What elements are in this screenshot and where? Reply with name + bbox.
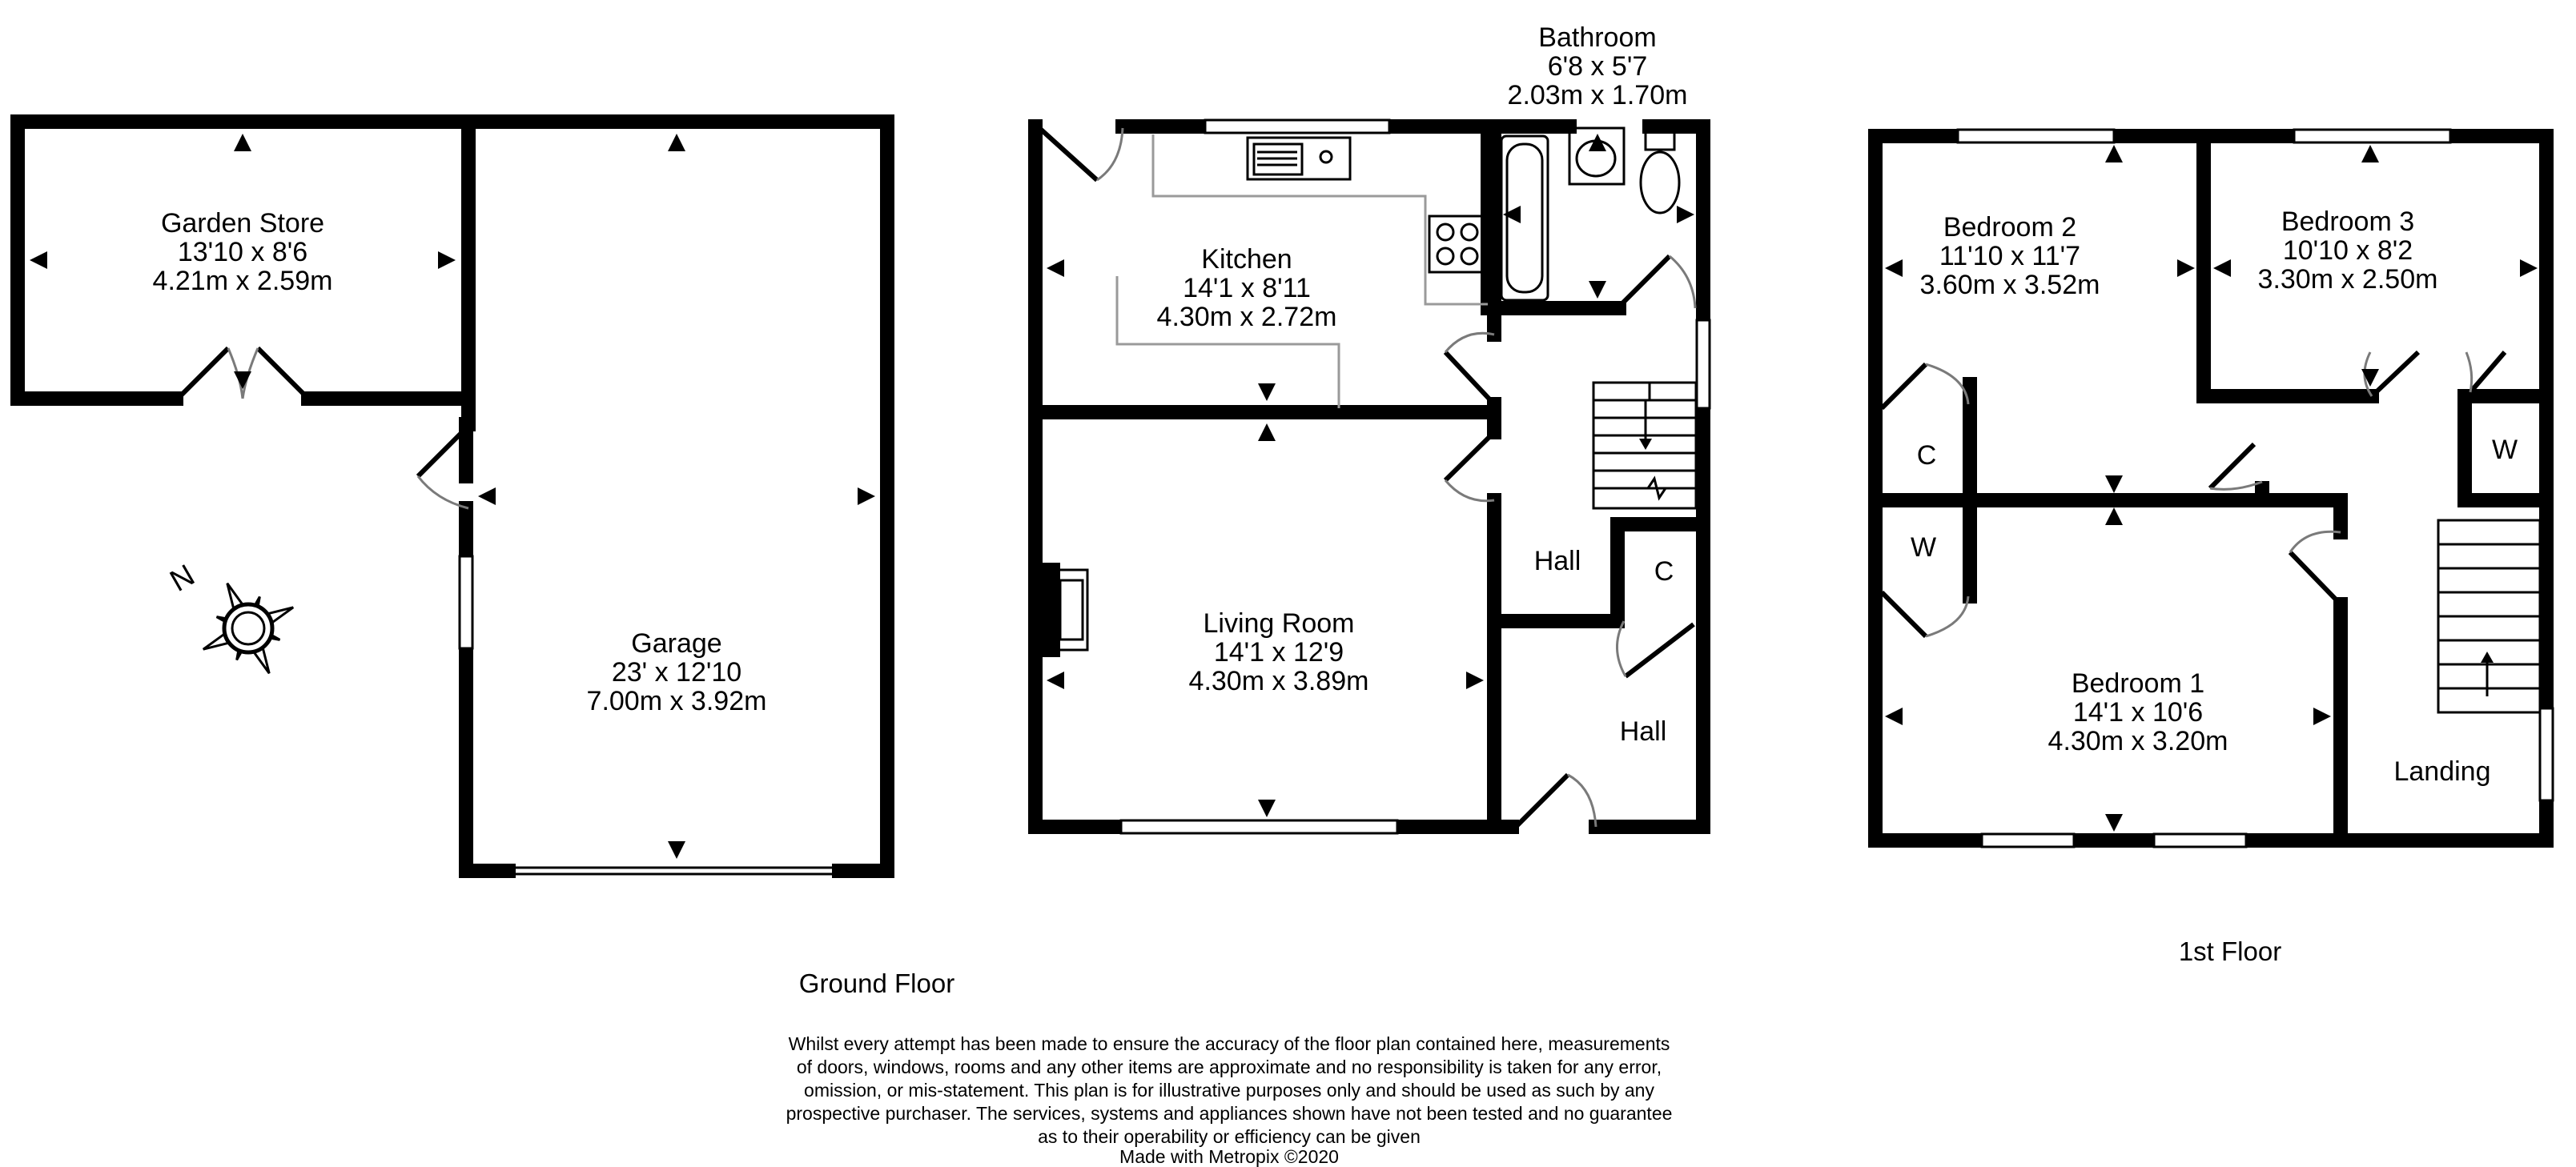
dimension-arrow-icon [2105,145,2123,162]
dimension-arrow-icon [858,487,875,505]
room-dim-imperial-bedroom1: 14'1 x 10'6 [2072,697,2204,728]
dimension-arrow-icon [1503,206,1521,223]
room-name-living-room: Living Room [1203,608,1355,639]
dimension-arrow-icon [1885,259,1903,277]
dimension-arrow-icon [1885,708,1903,725]
room-name-garden-store: Garden Store [160,208,325,239]
dimension-arrow-icon [234,371,251,389]
ground-floor-house [1035,120,1710,833]
room-name-wardrobe-left: W [1910,532,1937,563]
dimension-arrow-icon [2105,814,2123,832]
dimension-arrow-icon [234,134,251,151]
dimension-arrow-icon [1466,672,1484,689]
room-name-cupboard-first: C [1916,440,1937,471]
compass-north-label: N [164,558,201,599]
disclaimer-line: prospective purchaser. The services, systems and appliances shown have not been tested and no guarantee [786,1103,1673,1124]
room-dim-imperial-bedroom2: 11'10 x 11'7 [1939,241,2081,271]
dimension-arrow-icon [2361,145,2379,162]
floor-label-ground: Ground Floor [798,968,955,998]
room-dim-metric-bedroom2: 3.60m x 3.52m [1919,270,2100,300]
dimension-arrow-icon [1258,423,1276,441]
room-dim-imperial-bathroom: 6'8 x 5'7 [1547,51,1648,82]
dimension-arrow-icon [1047,259,1064,277]
dimension-arrow-icon [438,251,456,269]
dimension-arrow-icon [1258,800,1276,817]
room-name-hall-lower: Hall [1619,716,1667,747]
dimension-arrow-icon [1258,383,1276,401]
room-name-landing: Landing [2393,756,2491,787]
room-name-bedroom2: Bedroom 2 [1943,212,2077,243]
dimension-arrow-icon [2313,708,2331,725]
disclaimer-line: Whilst every attempt has been made to ensure the accuracy of the floor plan contained here, measurements [788,1033,1670,1054]
metropix-credit: Made with Metropix ©2020 [1119,1146,1339,1167]
room-dim-metric-garden-store: 4.21m x 2.59m [152,266,333,296]
disclaimer-line: as to their operability or efficiency can be given [1038,1126,1421,1147]
room-dim-imperial-living-room: 14'1 x 12'9 [1213,637,1344,668]
outbuildings [18,122,887,874]
room-dim-metric-bathroom: 2.03m x 1.70m [1507,80,1688,110]
room-name-garage: Garage [631,628,722,659]
room-dim-imperial-garden-store: 13'10 x 8'6 [177,237,308,267]
compass-rose-icon [183,563,315,695]
disclaimer-line: of doors, windows, rooms and any other items are approximate and no responsibility is taken for any error, [796,1057,1662,1077]
room-dim-metric-bedroom3: 3.30m x 2.50m [2257,264,2438,295]
dimension-arrow-icon [668,134,685,151]
room-dim-metric-garage: 7.00m x 3.92m [586,686,767,716]
disclaimer [786,1033,1673,1167]
dimension-arrow-icon [478,487,496,505]
room-name-wardrobe-right: W [2491,435,2518,465]
dimension-arrow-icon [2105,507,2123,525]
dimension-arrow-icon [668,841,685,859]
disclaimer-line: omission, or mis-statement. This plan is for illustrative purposes only and should be used as such by any [804,1080,1654,1101]
room-dim-metric-kitchen: 4.30m x 2.72m [1156,302,1337,332]
dimension-arrow-icon [2177,259,2195,277]
room-name-kitchen: Kitchen [1201,244,1292,275]
room-dim-metric-bedroom1: 4.30m x 3.20m [2048,726,2228,756]
room-dim-imperial-garage: 23' x 12'10 [611,657,742,688]
dimension-arrow-icon [1047,672,1064,689]
floor-label-first: 1st Floor [2178,936,2282,966]
dimension-arrow-icon [2520,259,2538,277]
room-dim-imperial-kitchen: 14'1 x 8'11 [1183,273,1311,303]
dimension-arrow-icon [1589,281,1606,299]
room-name-hall-upper: Hall [1533,546,1581,576]
dimension-arrow-icon [2105,475,2123,493]
room-name-bedroom3: Bedroom 3 [2281,207,2415,237]
dimension-arrow-icon [30,251,47,269]
dimension-arrow-icon [1677,206,1694,223]
room-name-cupboard-ground: C [1654,556,1674,587]
room-dim-metric-living-room: 4.30m x 3.89m [1188,666,1369,696]
room-name-bedroom1: Bedroom 1 [2071,668,2205,699]
dimension-arrow-icon [2213,259,2231,277]
room-dim-imperial-bedroom3: 10'10 x 8'2 [2282,235,2413,266]
room-name-bathroom: Bathroom [1538,22,1657,53]
